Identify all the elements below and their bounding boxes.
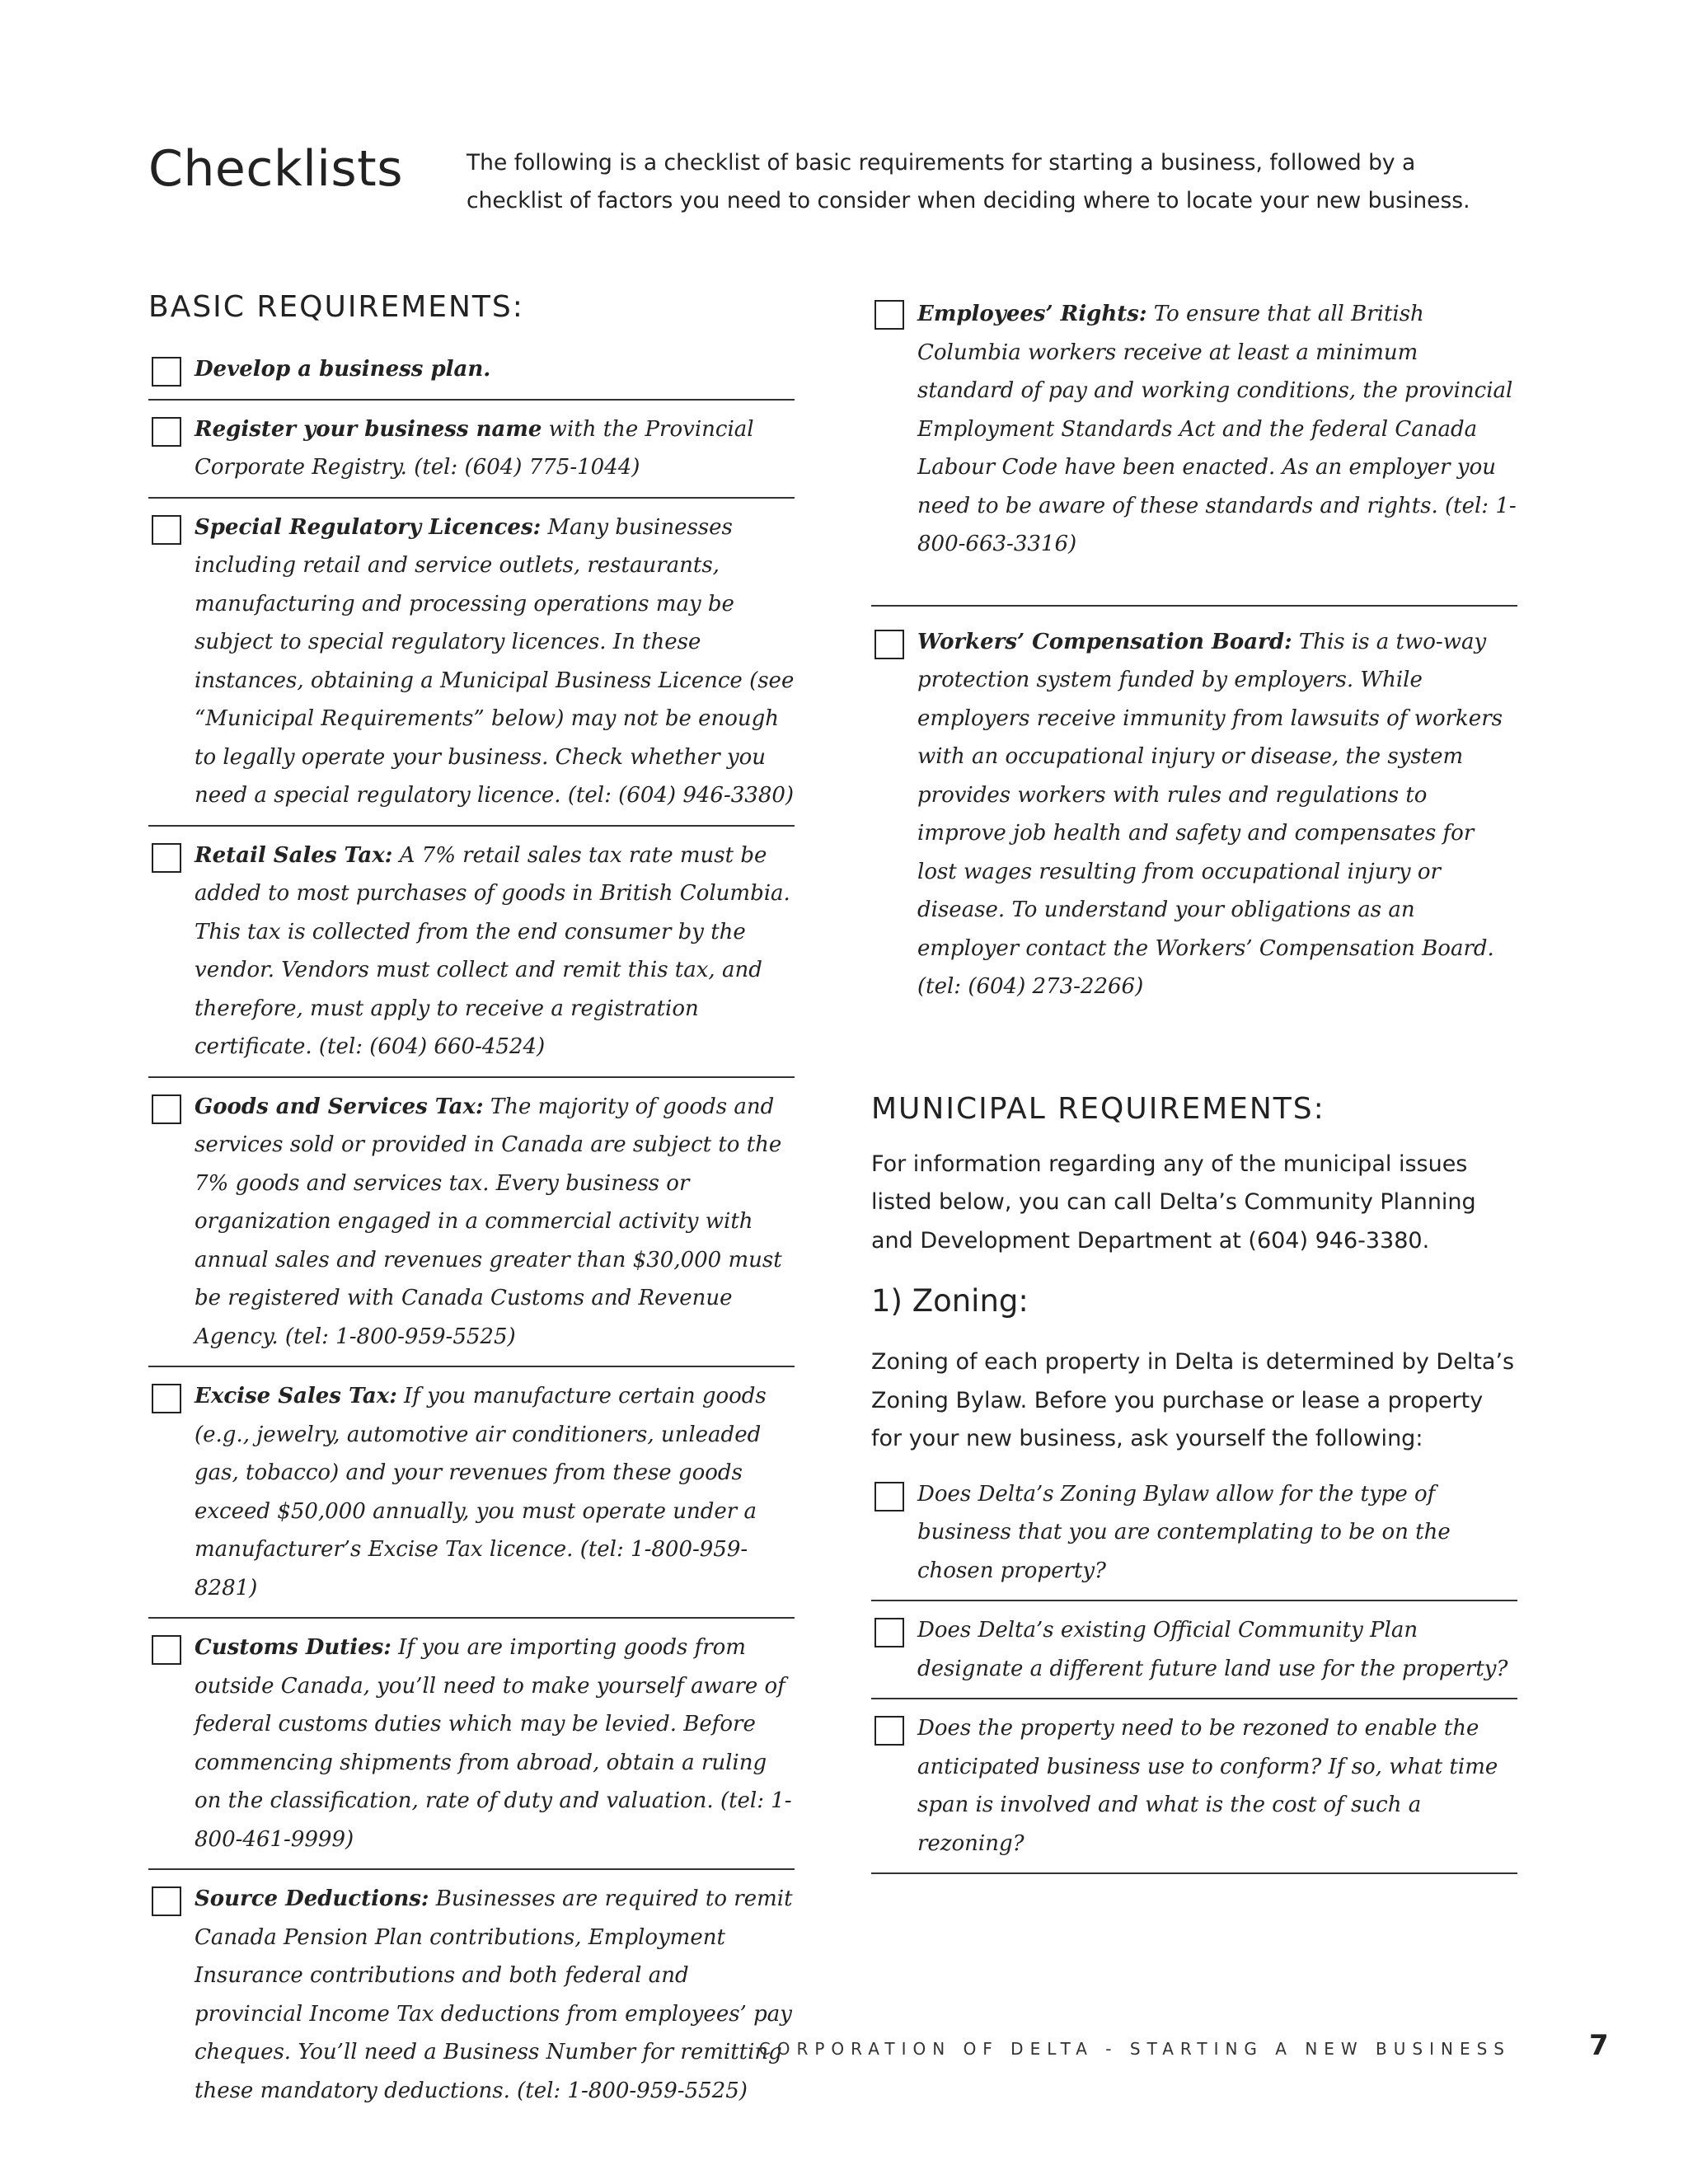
question-text: Does Delta’s existing Official Community Plan designate a different future land use for the property? (917, 1618, 1508, 1681)
zoning-question (871, 1699, 1517, 1874)
intro-paragraph: The following is a checklist of basic requirements for starting a business, followed by a checklist of factors you need to consider when deciding where to locate your new business. (467, 150, 1470, 213)
checkbox[interactable] (152, 1094, 181, 1124)
item-text: with the Provincial Corporate Registry. (tel: (604) 775-1044) (195, 416, 754, 480)
basic-requirements-column (148, 290, 795, 2120)
item-text: If you manufacture certain goods (e.g., jewelry, automotive air conditioners, unleaded gas, tobacco) and your revenues from these goods exceed $50,000 annually, you must operate under a manufacturer’s Excise Tax licence. (tel: 1-800-959-8281) (195, 1384, 767, 1601)
checkbox[interactable] (152, 1635, 181, 1665)
right-column (871, 295, 1517, 1874)
item-lead: Retail Sales Tax: (195, 842, 393, 868)
footer-text: CORPORATION OF DELTA - STARTING A NEW BUSINESS (758, 2039, 1511, 2059)
checkbox[interactable] (152, 1886, 181, 1916)
checklist-item-register-name (148, 401, 795, 499)
zoning-intro: Zoning of each property in Delta is determined by Delta’s Zoning Bylaw. Before you purchase or lease a property for your new business, ask yourself the following: (871, 1349, 1515, 1451)
item-lead: Source Deductions: (195, 1886, 429, 1911)
item-lead: Excise Sales Tax: (195, 1384, 397, 1408)
checklist-item-gst (148, 1078, 795, 1368)
municipal-intro: For information regarding any of the municipal issues listed below, you can call Delta’s Community Planning and Development Department at (604) 946-3380. (871, 1151, 1476, 1254)
checkbox[interactable] (152, 843, 181, 873)
checklist-item-excise-tax (148, 1367, 795, 1619)
item-lead: Employees’ Rights: (917, 302, 1147, 326)
item-lead: Workers’ Compensation Board: (917, 629, 1292, 654)
item-text: To ensure that all British Columbia workers receive at least a minimum standard of pay and working conditions, the provincial Employment Standards Act and the federal Canada Labour Code have been enacted. As an employer you need to be aware of these standards and rights. (tel: 1-800-663-3316) (917, 302, 1517, 556)
checkbox[interactable] (152, 417, 181, 447)
item-text: The majority of goods and services sold or provided in Canada are subject to the 7% goods and services tax. Every business or organization engaged in a commercial activity with annual sales and revenues greater than $30,000 must be registered with Canada Customs and Revenue Agency. (tel: 1-800-959-5525) (195, 1094, 782, 1349)
item-lead: Special Regulatory Licences: (195, 514, 542, 540)
item-lead: Customs Duties: (195, 1635, 392, 1660)
checklist-item-business-plan (148, 340, 795, 401)
checkbox[interactable] (874, 630, 904, 659)
item-text: A 7% retail sales tax rate must be added to most purchases of goods in British Columbia. This tax is collected from the end consumer by the vendor. Vendors must collect and remit this tax, and therefore, must apply to receive a registration certificate. (tel: (604) 660-4524) (195, 842, 790, 1059)
checkbox[interactable] (874, 300, 904, 330)
checklist-item-workers-compensation (871, 607, 1517, 1016)
item-text: Businesses are required to remit Canada Pension Plan contributions, Employment Insurance contributions and both federal and provincial Income Tax deductions from employees’ pay cheques. You’ll need a Business Number for remitting these mandatory deductions. (tel: 1-800-959-5525) (195, 1886, 793, 2103)
item-text: If you are importing goods from outside Canada, you’ll need to make yourself aware of federal customs duties which may be levied. Before commencing shipments from abroad, obtain a ruling on the classification, rate of duty and valuation. (tel: 1-800-461-9999) (195, 1635, 792, 1852)
item-lead: Develop a business plan. (195, 357, 491, 382)
checkbox[interactable] (874, 1482, 904, 1511)
item-text: Many businesses including retail and service outlets, restaurants, manufacturing and processing operations may be subject to special regulatory licences. In these instances, obtaining a Municipal Business Licence (see “Municipal Requirements” below) may not be enough to legally operate your business. Check whether you need a special regulatory licence. (tel: (604) 946-3380) (195, 514, 795, 808)
checkbox[interactable] (874, 1716, 904, 1746)
checklist-item-source-deductions (148, 1870, 795, 2120)
checklist-item-regulatory-licences (148, 499, 795, 827)
checkbox[interactable] (874, 1618, 904, 1647)
question-text: Does Delta’s Zoning Bylaw allow for the type of business that you are contemplating to be on the chosen property? (917, 1481, 1451, 1583)
checkbox[interactable] (152, 357, 181, 387)
checklist-item-employees-rights (871, 295, 1517, 607)
basic-requirements-heading: BASIC REQUIREMENTS: (148, 290, 524, 324)
municipal-requirements-heading: MUNICIPAL REQUIREMENTS: (871, 1091, 1325, 1126)
item-lead: Goods and Services Tax: (195, 1094, 484, 1119)
zoning-question (871, 1465, 1517, 1602)
item-lead: Register your business name (195, 416, 542, 442)
page-title: Checklists (148, 140, 403, 198)
question-text: Does the property need to be rezoned to enable the anticipated business use to conform? If so, what time span is involved and what is the cost of such a rezoning? (917, 1716, 1498, 1856)
checkbox[interactable] (152, 1384, 181, 1413)
checklist-item-customs-duties (148, 1619, 795, 1870)
zoning-heading: 1) Zoning: (871, 1283, 1029, 1319)
page-number: 7 (1589, 2029, 1609, 2062)
zoning-question (871, 1601, 1517, 1699)
item-text: This is a two-way protection system funded by employers. While employers receive immunity from lawsuits of workers with an occupational injury or disease, the system provides workers with rules and regulations to improve job health and safety and compensates for lost wages resulting from occupational injury or disease. To understand your obligations as an employer contact the Workers’ Compensation Board. (tel: (604) 273-2266) (917, 629, 1503, 999)
checklist-item-retail-sales-tax (148, 827, 795, 1078)
checkbox[interactable] (152, 515, 181, 545)
